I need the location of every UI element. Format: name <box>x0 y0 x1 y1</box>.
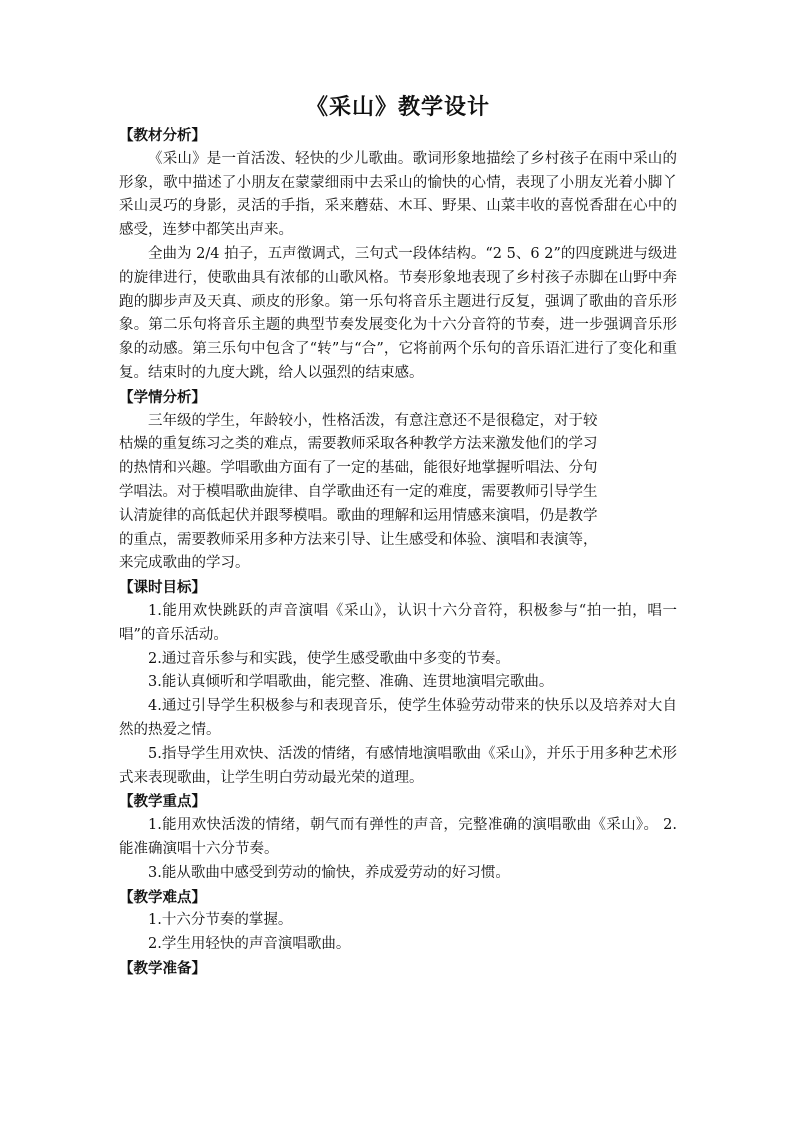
section-heading-key-points: 【教学重点】 <box>119 793 206 811</box>
students-line: 的热情和兴趣。学唱歌曲方面有了一定的基础，能很好地掌握听唱法、分句 <box>119 460 598 477</box>
key-point-item: 1.能用欢快活泼的情绪，朝气而有弹性的声音，完整准确的演唱歌曲《采山》。 2.能准确演唱十六分节奏。 <box>119 817 677 857</box>
section-heading-material: 【教材分析】 <box>119 127 206 144</box>
material-paragraph: 《采山》是一首活泼、轻快的少儿歌曲。歌词形象地描绘了乡村孩子在雨中采山的形象，歌中描述了小朋友在蒙蒙细雨中去采山的愉快的心情，表现了小朋友光着小脚丫采山灵巧的身影，灵活的手指，采来蘑菇、木耳、野果、山菜丰收的喜悦香甜在心中的感受，连梦中都笑出声来。 <box>119 150 677 239</box>
students-line: 来完成歌曲的学习。 <box>119 555 250 572</box>
document-title: 《采山》教学设计 <box>305 94 490 120</box>
students-line: 枯燥的重复练习之类的难点，需要教师采取各种教学方法来激发他们的学习 <box>119 436 598 453</box>
students-line: 学唱法。对于模唱歌曲旋律、自学歌曲还有一定的难度，需要教师引导学生 <box>119 483 598 500</box>
goal-item: 1.能用欢快跳跃的声音演唱《采山》，认识十六分音符，积极参与“拍一拍，唱一唱”的音乐活动。 <box>119 602 677 643</box>
difficulty-item: 2.学生用轻快的声音演唱歌曲。 <box>148 936 351 953</box>
section-heading-preparation: 【教学准备】 <box>119 959 206 977</box>
section-heading-goals: 【课时目标】 <box>119 579 206 597</box>
key-point-item: 3.能从歌曲中感受到劳动的愉快，养成爱劳动的好习惯。 <box>148 864 510 881</box>
document-page <box>119 92 677 981</box>
students-line: 的重点，需要教师采用多种方法来引导、让生感受和体验、演唱和表演等， <box>119 531 598 548</box>
goal-item: 5.指导学生用欢快、活泼的情绪，有感情地演唱歌曲《采山》，并乐于用多种艺术形式来表现歌曲，让学生明白劳动最光荣的道理。 <box>119 745 677 786</box>
difficulty-item: 1.十六分节奏的掌握。 <box>148 912 293 929</box>
material-paragraph: 全曲为 2/4 拍子，五声徵调式，三句式一段体结构。“2 5、6 2”的四度跳进与级进的旋律进行，使歌曲具有浓郁的山歌风格。节奏形象地表现了乡村孩子赤脚在山野中奔跑的脚步声及天真、顽皮的形象。第一乐句将音乐主题进行反复，强调了歌曲的音乐形象。第二乐句将音乐主题的典型节奏发展变化为十六分音符的节奏，进一步强调音乐形象的动感。第三乐句中包含了“转”与“合”，它将前两个乐句的音乐语汇进行了变化和重复。结束时的九度大跳，给人以强烈的结束感。 <box>119 245 677 381</box>
goal-item: 3.能认真倾听和学唱歌曲，能完整、准确、连贯地演唱完歌曲。 <box>148 674 554 691</box>
students-line: 三年级的学生，年龄较小，性格活泼，有意注意还不是很稳定，对于较 <box>148 412 598 429</box>
students-line: 认清旋律的高低起伏并跟琴模唱。歌曲的理解和运用情感来演唱，仍是教学 <box>119 507 598 524</box>
section-heading-students: 【学情分析】 <box>119 388 206 406</box>
goal-item: 2.通过音乐参与和实践，使学生感受歌曲中多变的节奏。 <box>148 650 510 667</box>
section-heading-difficulties: 【教学难点】 <box>119 888 206 906</box>
goal-item: 4.通过引导学生积极参与和表现音乐，使学生体验劳动带来的快乐以及培养对大自然的热爱之情。 <box>119 698 677 738</box>
